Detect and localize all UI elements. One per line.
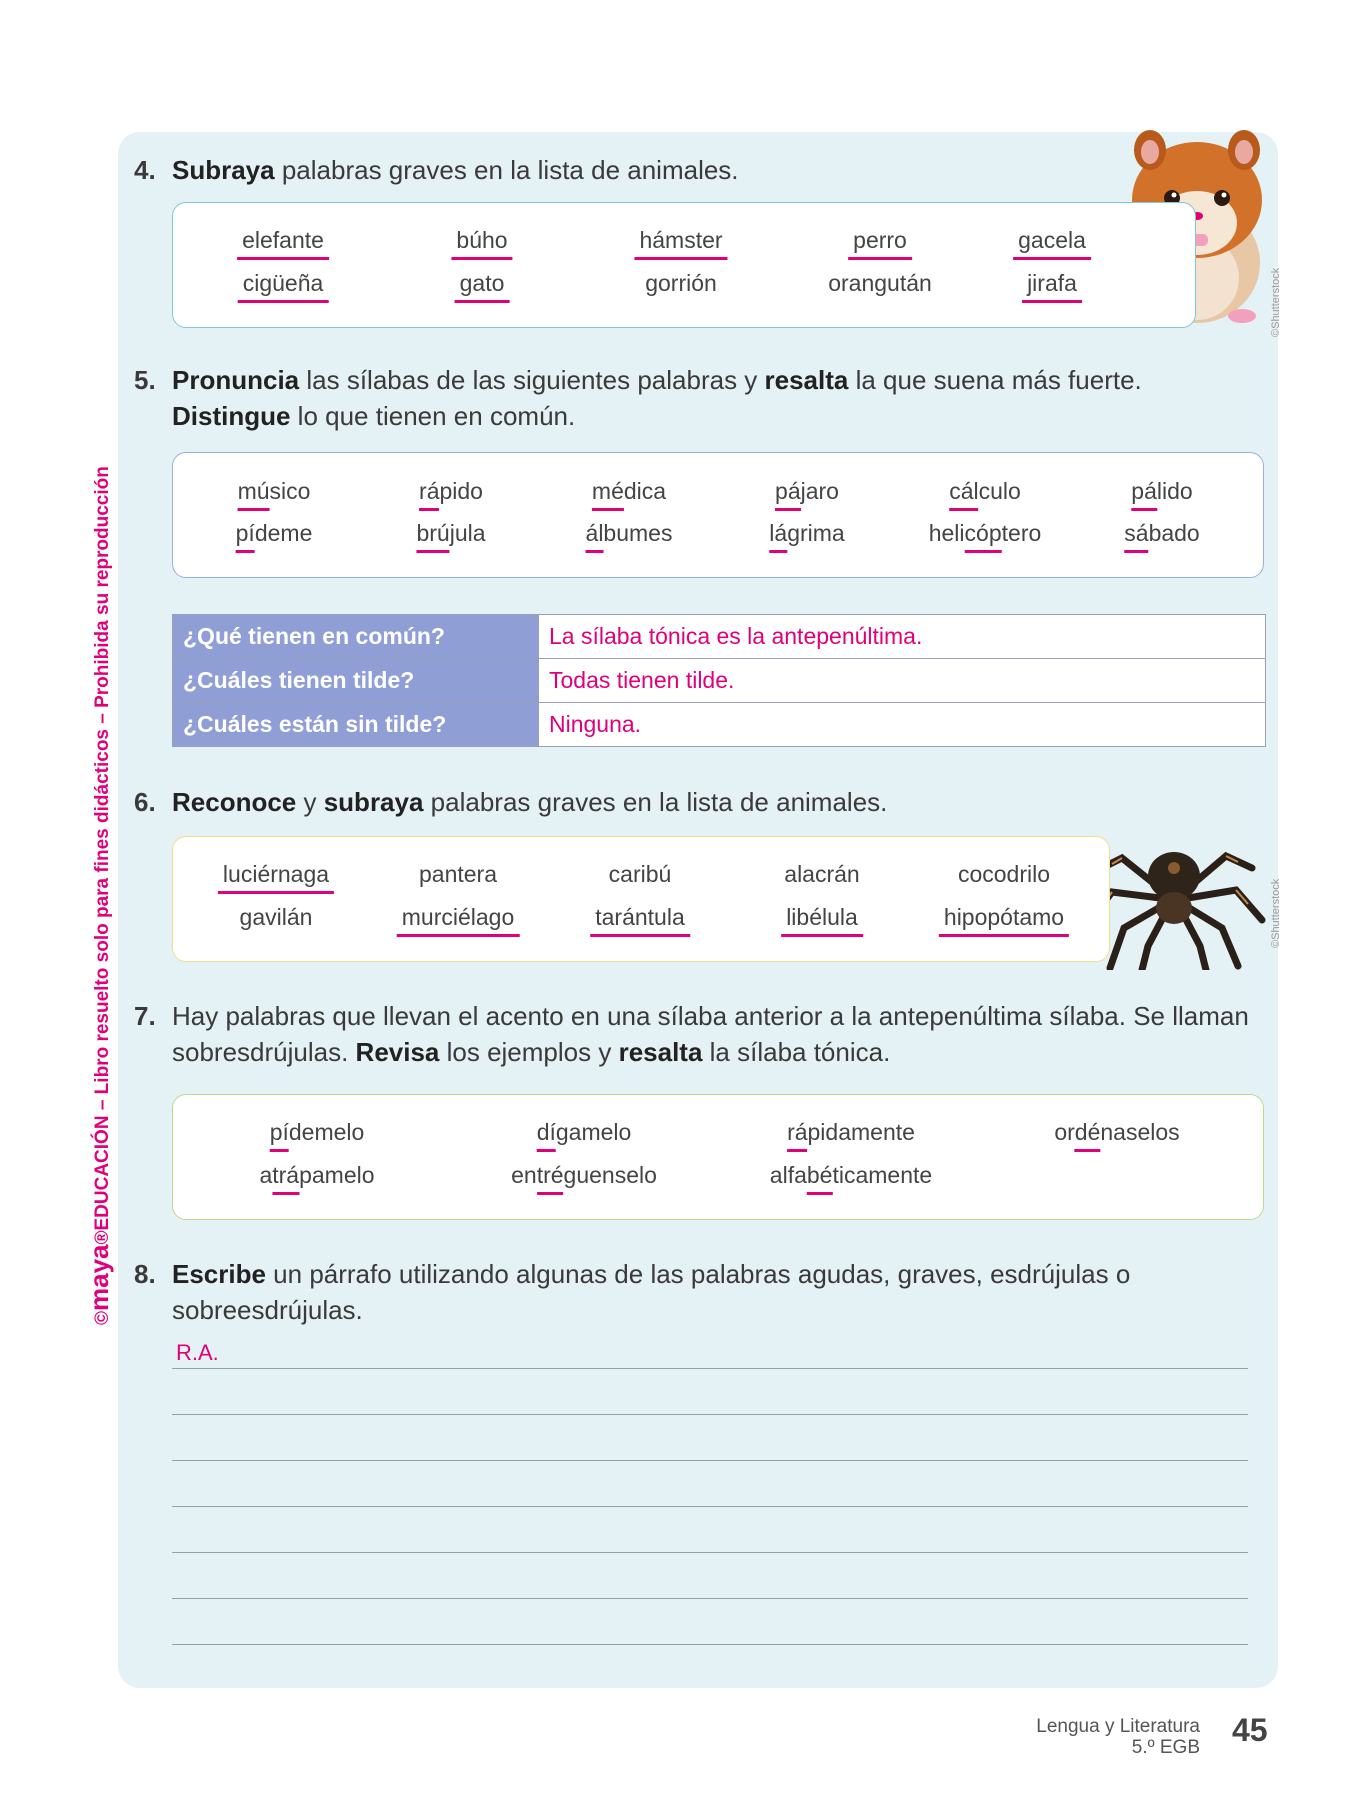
footer-subject	[1036, 1716, 1200, 1758]
stressed-syllable: rá	[787, 1119, 808, 1145]
word-part: jula	[449, 520, 486, 546]
word-part: demelo	[288, 1119, 365, 1145]
word	[236, 518, 313, 548]
stressed-syllable: rá	[419, 478, 440, 504]
question-7: 7. Hay palabras que llevan el acento en una sílaba anterior a la antepenúltima sílaba. Se llaman sobresdrújulas. Revisa los ejemplos y resalta la sílaba tónica.	[134, 1001, 1249, 1067]
word-part: en	[511, 1162, 537, 1188]
writing-line	[172, 1598, 1248, 1599]
table-question: ¿Cuáles están sin tilde?	[173, 703, 539, 747]
table-question: ¿Qué tienen en común?	[173, 615, 539, 659]
question-8: 8. Escribe un párrafo utilizando algunas de las palabras agudas, graves, esdrújulas o sobreesdrújulas.	[134, 1259, 1131, 1325]
table-answer: Todas tienen tilde.	[539, 659, 1266, 703]
word	[775, 476, 839, 506]
word: gavilán	[239, 904, 313, 930]
q8-answer: R.A.	[176, 1340, 219, 1365]
q4-word-box	[172, 202, 1196, 328]
stressed-syllable: ál	[585, 520, 604, 546]
word: gorrión	[645, 270, 717, 296]
q6-word-box	[172, 836, 1110, 962]
footer-subject-name: Lengua y Literatura	[1036, 1716, 1200, 1737]
underlined-word: jirafa	[1022, 268, 1082, 303]
underlined-word: tarántula	[590, 902, 690, 937]
stressed-syllable: pá	[775, 478, 801, 504]
underlined-word: hipopótamo	[939, 902, 1069, 937]
writing-line	[172, 1414, 1248, 1415]
word	[929, 518, 1042, 548]
table-answer: La sílaba tónica es la antepenúltima.	[539, 615, 1266, 659]
page-number: 45	[1232, 1712, 1268, 1748]
q5-word-box	[172, 452, 1264, 578]
stressed-syllable: brú	[416, 520, 450, 546]
word-part: alfa	[769, 1162, 807, 1188]
word	[770, 1160, 932, 1190]
word: pantera	[418, 861, 498, 887]
word	[419, 476, 483, 506]
word: alacrán	[784, 861, 860, 887]
word-part: jaro	[800, 478, 839, 504]
word-part: a	[259, 1162, 273, 1188]
hamster-credit: ©Shutterstock	[1270, 267, 1282, 337]
word	[787, 1117, 915, 1147]
stressed-syllable: mé	[591, 478, 624, 504]
word	[416, 518, 485, 548]
stressed-syllable: tré	[536, 1162, 564, 1188]
underlined-word: murciélago	[397, 902, 520, 937]
word-part: pamelo	[299, 1162, 375, 1188]
word-part: naselos	[1100, 1119, 1180, 1145]
word	[592, 476, 666, 506]
underlined-word: hámster	[634, 225, 727, 260]
underlined-word: gato	[455, 268, 510, 303]
stressed-syllable: cóp	[964, 520, 1002, 546]
word-part: sico	[269, 478, 311, 504]
underlined-word: libélula	[781, 902, 863, 937]
word-part: or	[1054, 1119, 1075, 1145]
word-part: bumes	[603, 520, 673, 546]
word: cocodrilo	[957, 861, 1051, 887]
stressed-syllable: pí	[269, 1119, 289, 1145]
word	[1131, 476, 1192, 506]
word-part: gamelo	[555, 1119, 632, 1145]
word	[586, 518, 673, 548]
stressed-syllable: mú	[237, 478, 270, 504]
underlined-word: búho	[451, 225, 512, 260]
word-part: deme	[254, 520, 313, 546]
word	[769, 518, 844, 548]
underlined-word: elefante	[237, 225, 329, 260]
stressed-syllable: trá	[272, 1162, 300, 1188]
word: orangután	[828, 270, 932, 296]
underlined-word: gacela	[1013, 225, 1091, 260]
word-part: ticamente	[832, 1162, 933, 1188]
word	[949, 476, 1021, 506]
underlined-word: perro	[848, 225, 912, 260]
question-5: 5. Pronuncia las sílabas de las siguientes palabras y resalta la que suena más fuerte. Distingue lo que tienen en común.	[134, 365, 1142, 431]
stressed-syllable: pí	[235, 520, 255, 546]
word-part: bado	[1148, 520, 1200, 546]
writing-line	[172, 1552, 1248, 1553]
word: caribú	[608, 861, 672, 887]
stressed-syllable: bé	[806, 1162, 833, 1188]
word-part: lido	[1156, 478, 1193, 504]
question-4: 4. Subraya palabras graves en la lista de animales.	[134, 155, 739, 185]
underlined-word: cigüeña	[238, 268, 329, 303]
word-part: pido	[439, 478, 483, 504]
stressed-syllable: pá	[1131, 478, 1157, 504]
table-answer: Ninguna.	[539, 703, 1266, 747]
writing-line	[172, 1368, 1248, 1369]
word-part: guenselo	[563, 1162, 657, 1188]
q7-word-box	[172, 1094, 1264, 1220]
word	[238, 476, 311, 506]
stressed-syllable: cál	[949, 478, 979, 504]
word-part: heli	[928, 520, 965, 546]
word-part: tero	[1001, 520, 1042, 546]
sidebar-copyright: ©maya®EDUCACIÓN – Libro resuelto solo para fines didácticos – Prohibida su reproducción	[84, 466, 114, 1325]
spider-credit: ©Shutterstock	[1270, 878, 1282, 948]
stressed-syllable: dí	[536, 1119, 556, 1145]
word	[270, 1117, 365, 1147]
table-question: ¿Cuáles tienen tilde?	[173, 659, 539, 703]
stressed-syllable: dé	[1074, 1119, 1101, 1145]
footer-grade: 5.º EGB	[1131, 1737, 1200, 1758]
word	[1124, 518, 1199, 548]
writing-line	[172, 1644, 1248, 1645]
word	[259, 1160, 374, 1190]
word-part: culo	[978, 478, 1021, 504]
word	[537, 1117, 632, 1147]
stressed-syllable: sá	[1124, 520, 1149, 546]
question-6: 6. Reconoce y subraya palabras graves en la lista de animales.	[134, 787, 888, 817]
writing-line	[172, 1506, 1248, 1507]
word	[511, 1160, 657, 1190]
underlined-word: luciérnaga	[218, 859, 334, 894]
word-part: dica	[623, 478, 667, 504]
word-part: pidamente	[807, 1119, 915, 1145]
table-row	[173, 703, 1266, 747]
table-row	[173, 659, 1266, 703]
q5-answer-table	[172, 614, 1266, 747]
word-part: grima	[787, 520, 845, 546]
stressed-syllable: lá	[769, 520, 788, 546]
word	[1054, 1117, 1179, 1147]
table-row	[173, 615, 1266, 659]
writing-line	[172, 1460, 1248, 1461]
